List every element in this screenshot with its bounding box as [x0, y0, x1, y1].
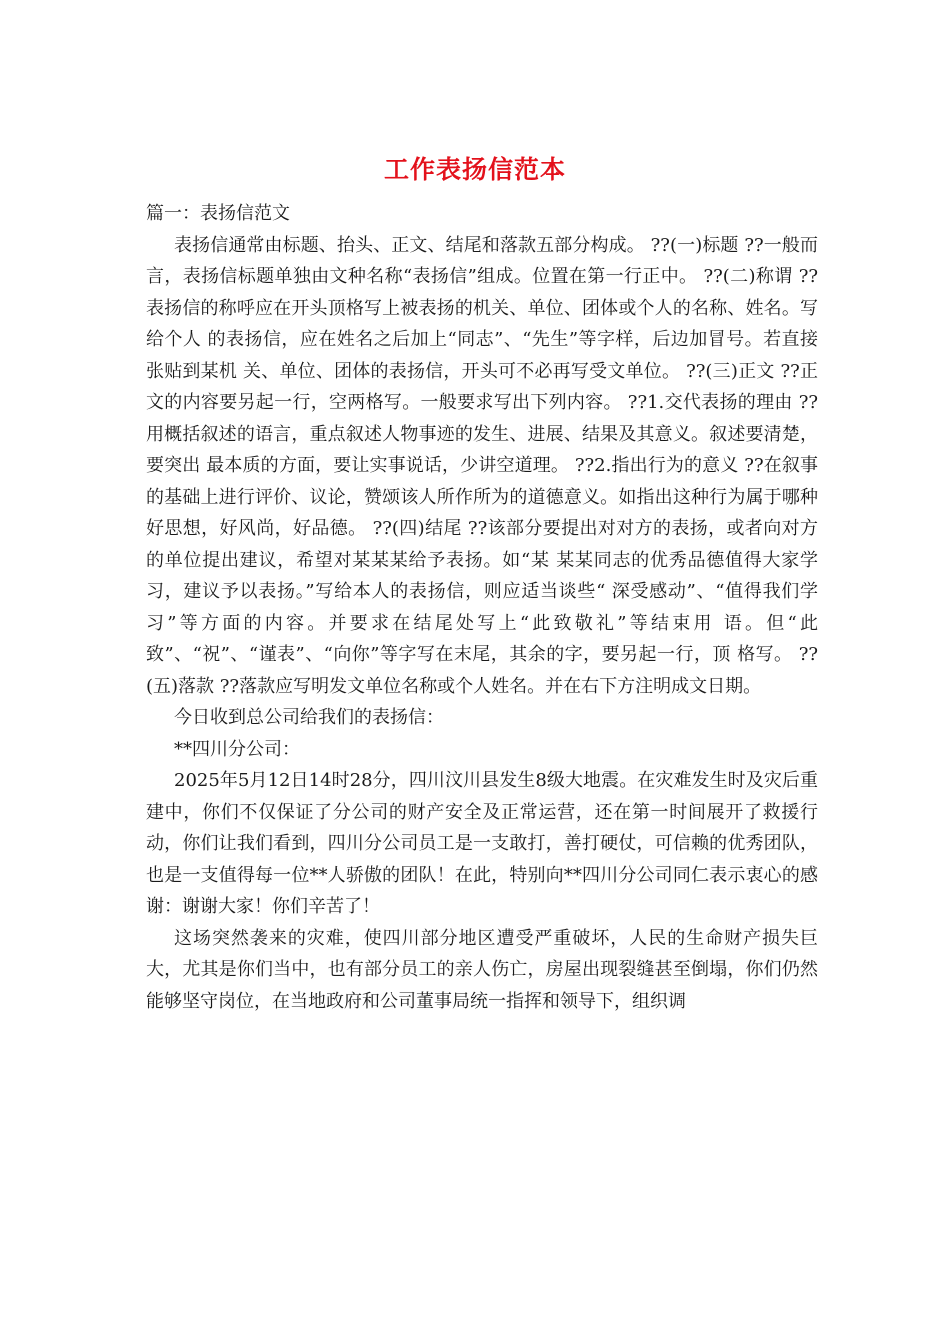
document-title: 工作表扬信范本 — [383, 155, 566, 184]
document-body — [146, 198, 818, 1017]
paragraph-disaster: 这场突然袭来的灾难，使四川部分地区遭受严重破坏，人民的生命财产损失巨大，尤其是你们当中，也有部分员工的亲人伤亡，房屋出现裂缝甚至倒塌，你们仍然能够坚守岗位，在当地政府和公司董事局统一指挥和领导下，组织调 — [146, 927, 818, 1012]
section-heading: 篇一：表扬信范文 — [146, 203, 290, 224]
paragraph-intro: 今日收到总公司给我们的表扬信： — [174, 707, 444, 728]
paragraph-salutation: **四川分公司： — [174, 738, 300, 760]
paragraph-earthquake: 2025年5月12日14时28分，四川汶川县发生8级大地震。在灾难发生时及灾后重建中，你们不仅保证了分公司的财产安全及正常运营，还在第一时间展开了救援行动，你们让我们看到，四川分公司员工是一支敢打，善打硬仗，可信赖的优秀团队，也是一支值得每一位**人骄傲的团队！在此，特别向**四川分公司同仁表示衷心的感谢：谢谢大家！你们辛苦了！ — [146, 770, 818, 917]
paragraph-format-guide: 表扬信通常由标题、抬头、正文、结尾和落款五部分构成。 ??(一)标题 ??一般而言，表扬信标题单独由文种名称“表扬信”组成。位置在第一行正中。 ??(二)称谓 ??表扬信的称呼应在开头顶格写上被表扬的机关、单位、团体或个人的名称、姓名。写给个人 的表扬信，应在姓名之后加上“同志”、“先生”等字样，后边加冒号。若直接张贴到某机 关、单位、团体的表扬信，开头可不必再写受文单位。 ??(三)正文 ??正文的内容要另起一行，空两格写。一般要求写出下列内容。 ??1.交代表扬的理由 ??用概括叙述的语言，重点叙述人物事迹的发生、进展、结果及其意义。叙述要清楚，要突出 最本质的方面，要让实事说话，少讲空道理。 ??2.指出行为的意义 ??在叙事的基础上进行评价、议论，赞颂该人所作所为的道德意义。如指出这种行为属于哪种 好思想，好风尚，好品德。 ??(四)结尾 ??该部分要提出对对方的表扬，或者向对方的单位提出建议，希望对某某某给予表扬。如“某 某某同志的优秀品德值得大家学习，建议予以表扬。”写给本人的表扬信，则应适当谈些“ 深受感动”、“值得我们学习”等方面的内容。并要求在结尾处写上“此致敬礼”等结束用 语。但“此致”、“祝”、“谨表”、“向你”等字写在末尾，其余的字，要另起一行，顶 格写。 ??(五)落款 ??落款应写明发文单位名称或个人姓名。并在右下方注明成文日期。 — [146, 234, 818, 697]
